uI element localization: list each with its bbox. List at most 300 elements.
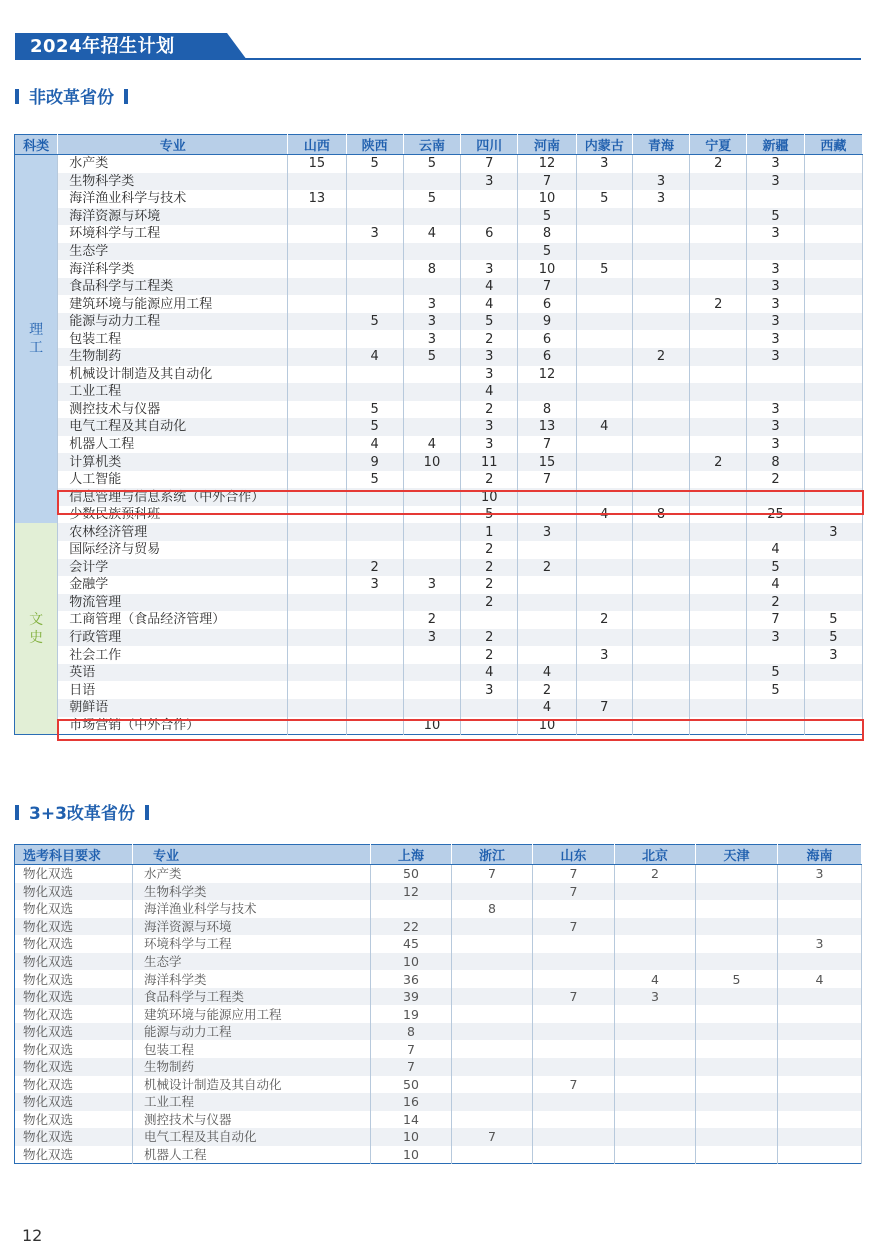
quota-cell xyxy=(288,576,346,594)
quota-cell xyxy=(778,1128,862,1146)
quota-cell: 5 xyxy=(696,970,778,988)
quota-cell xyxy=(403,506,460,524)
quota-cell: 8 xyxy=(518,401,576,419)
quota-cell xyxy=(452,935,533,953)
quota-cell: 3 xyxy=(747,225,804,243)
quota-cell xyxy=(576,594,632,612)
quota-cell: 3 xyxy=(576,155,632,173)
quota-cell: 2 xyxy=(518,681,576,699)
quota-cell: 2 xyxy=(461,646,518,664)
quota-cell xyxy=(403,401,460,419)
quota-cell: 3 xyxy=(747,629,804,647)
quota-cell xyxy=(518,611,576,629)
table-row xyxy=(15,313,863,331)
quota-cell: 5 xyxy=(346,418,403,436)
quota-cell: 5 xyxy=(346,401,403,419)
table-row xyxy=(15,865,862,883)
quota-cell xyxy=(632,295,689,313)
quota-cell xyxy=(696,1023,778,1041)
quota-cell: 3 xyxy=(747,348,804,366)
quota-cell xyxy=(576,717,632,735)
quota-cell: 5 xyxy=(747,208,804,226)
quota-cell xyxy=(690,313,747,331)
major-cell: 包装工程 xyxy=(58,330,288,348)
column-header: 宁夏 xyxy=(690,135,747,155)
major-cell: 生物制药 xyxy=(133,1058,371,1076)
quota-cell xyxy=(371,900,452,918)
quota-cell: 2 xyxy=(747,471,804,489)
quota-cell: 4 xyxy=(747,576,804,594)
quota-cell: 2 xyxy=(690,155,747,173)
quota-cell xyxy=(518,629,576,647)
quota-cell: 2 xyxy=(461,471,518,489)
quota-cell: 10 xyxy=(403,717,460,735)
quota-cell xyxy=(403,366,460,384)
quota-cell xyxy=(778,988,862,1006)
quota-cell xyxy=(576,208,632,226)
quota-cell xyxy=(690,401,747,419)
table-row xyxy=(15,970,862,988)
quota-cell xyxy=(804,155,862,173)
quota-cell xyxy=(804,190,862,208)
quota-cell xyxy=(346,611,403,629)
quota-cell xyxy=(696,1040,778,1058)
quota-cell xyxy=(615,1005,696,1023)
quota-cell xyxy=(690,611,747,629)
quota-cell xyxy=(576,401,632,419)
column-header: 海南 xyxy=(778,845,862,865)
major-cell: 电气工程及其自动化 xyxy=(133,1128,371,1146)
quota-cell xyxy=(346,681,403,699)
table-row xyxy=(15,699,863,717)
column-header: 天津 xyxy=(696,845,778,865)
table-row xyxy=(15,418,863,436)
requirement-cell: 物化双选 xyxy=(15,1005,133,1023)
quota-cell xyxy=(747,243,804,261)
quota-cell xyxy=(403,664,460,682)
quota-cell xyxy=(804,383,862,401)
requirement-cell: 物化双选 xyxy=(15,953,133,971)
quota-cell xyxy=(690,646,747,664)
table-row xyxy=(15,243,863,261)
quota-cell xyxy=(804,471,862,489)
quota-cell xyxy=(452,918,533,936)
quota-cell: 3 xyxy=(461,366,518,384)
quota-cell xyxy=(576,523,632,541)
quota-cell xyxy=(288,629,346,647)
quota-cell: 2 xyxy=(461,330,518,348)
quota-cell: 2 xyxy=(461,401,518,419)
column-header: 浙江 xyxy=(452,845,533,865)
table-row xyxy=(15,488,863,506)
quota-cell xyxy=(804,664,862,682)
quota-cell xyxy=(696,883,778,901)
quota-cell: 4 xyxy=(615,970,696,988)
quota-cell xyxy=(403,383,460,401)
table-row xyxy=(15,506,863,524)
quota-cell xyxy=(346,383,403,401)
quota-cell: 36 xyxy=(371,970,452,988)
quota-cell: 3 xyxy=(461,418,518,436)
quota-cell: 7 xyxy=(533,865,615,883)
quota-cell xyxy=(632,366,689,384)
quota-cell xyxy=(632,488,689,506)
quota-cell: 7 xyxy=(518,173,576,191)
quota-cell xyxy=(288,330,346,348)
quota-cell xyxy=(576,173,632,191)
quota-cell xyxy=(533,935,615,953)
quota-cell: 5 xyxy=(403,348,460,366)
quota-cell: 2 xyxy=(403,611,460,629)
table-row xyxy=(15,900,862,918)
table-row xyxy=(15,717,863,735)
quota-cell xyxy=(804,418,862,436)
quota-cell: 3 xyxy=(615,988,696,1006)
quota-cell xyxy=(632,243,689,261)
table-row xyxy=(15,1111,862,1129)
column-header: 河南 xyxy=(518,135,576,155)
quota-cell xyxy=(288,488,346,506)
major-cell: 物流管理 xyxy=(58,594,288,612)
table-row xyxy=(15,629,863,647)
major-cell: 市场营销（中外合作） xyxy=(58,717,288,735)
quota-cell: 9 xyxy=(518,313,576,331)
table-row xyxy=(15,173,863,191)
quota-cell xyxy=(778,1023,862,1041)
quota-cell xyxy=(804,717,862,735)
quota-cell xyxy=(403,559,460,577)
quota-cell: 22 xyxy=(371,918,452,936)
major-cell: 计算机类 xyxy=(58,453,288,471)
quota-cell xyxy=(690,225,747,243)
quota-cell xyxy=(778,1093,862,1111)
quota-cell: 5 xyxy=(747,559,804,577)
quota-cell: 3 xyxy=(747,330,804,348)
quota-cell: 10 xyxy=(461,488,518,506)
quota-cell xyxy=(804,366,862,384)
requirement-cell: 物化双选 xyxy=(15,1111,133,1129)
quota-cell xyxy=(632,401,689,419)
quota-cell xyxy=(576,453,632,471)
quota-cell: 8 xyxy=(371,1023,452,1041)
quota-cell: 12 xyxy=(518,155,576,173)
quota-cell xyxy=(452,1146,533,1164)
quota-cell: 3 xyxy=(804,646,862,664)
quota-cell xyxy=(288,278,346,296)
major-cell: 会计学 xyxy=(58,559,288,577)
quota-cell: 3 xyxy=(747,418,804,436)
page-number: 12 xyxy=(22,1226,43,1245)
column-header: 山东 xyxy=(533,845,615,865)
quota-cell xyxy=(632,717,689,735)
quota-cell xyxy=(690,488,747,506)
requirement-cell: 物化双选 xyxy=(15,918,133,936)
page-title: 2024年招生计划 xyxy=(30,36,175,57)
quota-cell xyxy=(403,471,460,489)
quota-cell: 5 xyxy=(747,664,804,682)
quota-cell xyxy=(615,883,696,901)
quota-cell xyxy=(778,1040,862,1058)
table-row xyxy=(15,883,862,901)
quota-cell: 7 xyxy=(518,436,576,454)
quota-cell xyxy=(346,523,403,541)
quota-cell xyxy=(747,366,804,384)
quota-cell: 4 xyxy=(747,541,804,559)
quota-cell xyxy=(632,576,689,594)
quota-cell: 3 xyxy=(632,190,689,208)
quota-cell xyxy=(632,646,689,664)
quota-cell xyxy=(576,313,632,331)
major-cell: 日语 xyxy=(58,681,288,699)
quota-cell: 7 xyxy=(518,278,576,296)
quota-cell xyxy=(576,488,632,506)
table-row xyxy=(15,278,863,296)
quota-cell xyxy=(804,488,862,506)
quota-cell: 5 xyxy=(403,190,460,208)
table-row xyxy=(15,225,863,243)
quota-cell xyxy=(804,330,862,348)
quota-cell xyxy=(452,953,533,971)
major-cell: 人工智能 xyxy=(58,471,288,489)
quota-cell xyxy=(804,401,862,419)
quota-cell xyxy=(615,1023,696,1041)
quota-cell: 5 xyxy=(346,471,403,489)
quota-cell xyxy=(403,594,460,612)
quota-cell: 15 xyxy=(518,453,576,471)
quota-cell xyxy=(632,523,689,541)
major-cell: 包装工程 xyxy=(133,1040,371,1058)
quota-cell: 15 xyxy=(288,155,346,173)
quota-cell: 3 xyxy=(778,865,862,883)
quota-cell xyxy=(615,1146,696,1164)
quota-cell xyxy=(518,506,576,524)
major-cell: 少数民族预科班 xyxy=(58,506,288,524)
quota-cell: 6 xyxy=(518,348,576,366)
major-cell: 工业工程 xyxy=(58,383,288,401)
quota-cell xyxy=(288,366,346,384)
quota-cell xyxy=(690,348,747,366)
column-header: 上海 xyxy=(371,845,452,865)
quota-cell xyxy=(696,1111,778,1129)
quota-cell xyxy=(690,594,747,612)
major-cell: 金融学 xyxy=(58,576,288,594)
quota-cell: 6 xyxy=(518,295,576,313)
quota-cell: 3 xyxy=(778,935,862,953)
quota-cell xyxy=(288,506,346,524)
quota-cell: 4 xyxy=(461,278,518,296)
quota-cell xyxy=(533,1005,615,1023)
quota-cell: 3 xyxy=(403,330,460,348)
quota-cell xyxy=(576,383,632,401)
column-header: 四川 xyxy=(461,135,518,155)
quota-cell: 39 xyxy=(371,988,452,1006)
quota-cell xyxy=(690,436,747,454)
quota-cell xyxy=(632,611,689,629)
quota-cell: 8 xyxy=(518,225,576,243)
quota-cell xyxy=(576,366,632,384)
heading-bar-right xyxy=(145,805,149,820)
quota-cell xyxy=(747,717,804,735)
non-reform-plan-table xyxy=(14,134,863,735)
major-cell: 机器人工程 xyxy=(58,436,288,454)
quota-cell xyxy=(403,681,460,699)
quota-cell xyxy=(804,313,862,331)
quota-cell xyxy=(288,313,346,331)
quota-cell: 3 xyxy=(403,295,460,313)
quota-cell xyxy=(346,173,403,191)
quota-cell xyxy=(576,681,632,699)
quota-cell xyxy=(804,348,862,366)
table-row xyxy=(15,664,863,682)
major-cell: 工业工程 xyxy=(133,1093,371,1111)
quota-cell xyxy=(576,559,632,577)
quota-cell: 8 xyxy=(452,900,533,918)
quota-cell: 9 xyxy=(346,453,403,471)
table-row xyxy=(15,953,862,971)
major-cell: 海洋资源与环境 xyxy=(133,918,371,936)
table-row xyxy=(15,155,863,173)
major-cell: 社会工作 xyxy=(58,646,288,664)
quota-cell xyxy=(690,471,747,489)
quota-cell xyxy=(288,717,346,735)
quota-cell xyxy=(804,260,862,278)
major-cell: 机械设计制造及其自动化 xyxy=(58,366,288,384)
quota-cell: 13 xyxy=(288,190,346,208)
column-header: 云南 xyxy=(403,135,460,155)
quota-cell xyxy=(747,488,804,506)
quota-cell: 2 xyxy=(690,295,747,313)
quota-cell xyxy=(576,541,632,559)
quota-cell xyxy=(346,488,403,506)
quota-cell: 5 xyxy=(346,155,403,173)
quota-cell: 7 xyxy=(461,155,518,173)
quota-cell xyxy=(461,243,518,261)
table-row xyxy=(15,190,863,208)
table-row xyxy=(15,523,863,541)
quota-cell xyxy=(576,348,632,366)
quota-cell xyxy=(403,173,460,191)
quota-cell: 3 xyxy=(804,523,862,541)
quota-cell xyxy=(778,883,862,901)
quota-cell xyxy=(632,681,689,699)
quota-cell xyxy=(452,1040,533,1058)
quota-cell xyxy=(690,576,747,594)
quota-cell xyxy=(632,383,689,401)
quota-cell: 4 xyxy=(346,436,403,454)
quota-cell xyxy=(518,383,576,401)
quota-cell xyxy=(778,1111,862,1129)
quota-cell xyxy=(804,506,862,524)
table-row xyxy=(15,646,863,664)
quota-cell xyxy=(804,576,862,594)
table-row xyxy=(15,1040,862,1058)
quota-cell xyxy=(632,699,689,717)
table-row xyxy=(15,1023,862,1041)
quota-cell: 7 xyxy=(452,865,533,883)
quota-cell xyxy=(288,173,346,191)
quota-cell xyxy=(346,278,403,296)
quota-cell: 16 xyxy=(371,1093,452,1111)
quota-cell xyxy=(690,260,747,278)
quota-cell: 4 xyxy=(576,506,632,524)
quota-cell: 5 xyxy=(461,506,518,524)
quota-cell xyxy=(576,330,632,348)
quota-cell xyxy=(696,935,778,953)
quota-cell xyxy=(576,576,632,594)
quota-cell xyxy=(696,1093,778,1111)
table-row xyxy=(15,471,863,489)
quota-cell xyxy=(632,453,689,471)
table-row xyxy=(15,594,863,612)
quota-cell: 5 xyxy=(403,155,460,173)
quota-cell xyxy=(452,1111,533,1129)
quota-cell xyxy=(804,295,862,313)
table-row xyxy=(15,383,863,401)
quota-cell: 5 xyxy=(804,611,862,629)
quota-cell: 3 xyxy=(461,348,518,366)
quota-cell xyxy=(804,541,862,559)
quota-cell xyxy=(696,953,778,971)
quota-cell xyxy=(690,541,747,559)
column-header: 专业 xyxy=(133,845,371,865)
table-row xyxy=(15,1146,862,1164)
quota-cell xyxy=(804,453,862,471)
quota-cell: 3 xyxy=(747,260,804,278)
quota-cell: 8 xyxy=(747,453,804,471)
quota-cell xyxy=(288,383,346,401)
quota-cell xyxy=(461,208,518,226)
table-row xyxy=(15,918,862,936)
quota-cell: 4 xyxy=(346,348,403,366)
quota-cell: 2 xyxy=(690,453,747,471)
table-row xyxy=(15,1076,862,1094)
quota-cell xyxy=(778,1146,862,1164)
quota-cell xyxy=(632,541,689,559)
requirement-cell: 物化双选 xyxy=(15,865,133,883)
column-header: 陕西 xyxy=(346,135,403,155)
quota-cell xyxy=(288,541,346,559)
quota-cell xyxy=(452,1058,533,1076)
quota-cell xyxy=(690,173,747,191)
major-cell: 海洋科学类 xyxy=(133,970,371,988)
quota-cell xyxy=(804,208,862,226)
quota-cell xyxy=(452,970,533,988)
major-cell: 海洋渔业科学与技术 xyxy=(58,190,288,208)
quota-cell: 10 xyxy=(371,1146,452,1164)
quota-cell xyxy=(288,699,346,717)
quota-cell: 3 xyxy=(632,173,689,191)
quota-cell: 8 xyxy=(403,260,460,278)
quota-cell xyxy=(690,559,747,577)
quota-cell xyxy=(346,208,403,226)
quota-cell xyxy=(576,295,632,313)
quota-cell xyxy=(696,865,778,883)
quota-cell xyxy=(747,523,804,541)
quota-cell xyxy=(778,900,862,918)
quota-cell xyxy=(632,225,689,243)
quota-cell: 7 xyxy=(576,699,632,717)
quota-cell xyxy=(452,1076,533,1094)
quota-cell xyxy=(690,664,747,682)
quota-cell xyxy=(690,383,747,401)
section-title: 3+3改革省份 xyxy=(29,804,135,824)
quota-cell: 7 xyxy=(533,1076,615,1094)
quota-cell xyxy=(518,594,576,612)
quota-cell: 4 xyxy=(518,699,576,717)
quota-cell: 7 xyxy=(371,1040,452,1058)
quota-cell xyxy=(804,278,862,296)
requirement-cell: 物化双选 xyxy=(15,970,133,988)
